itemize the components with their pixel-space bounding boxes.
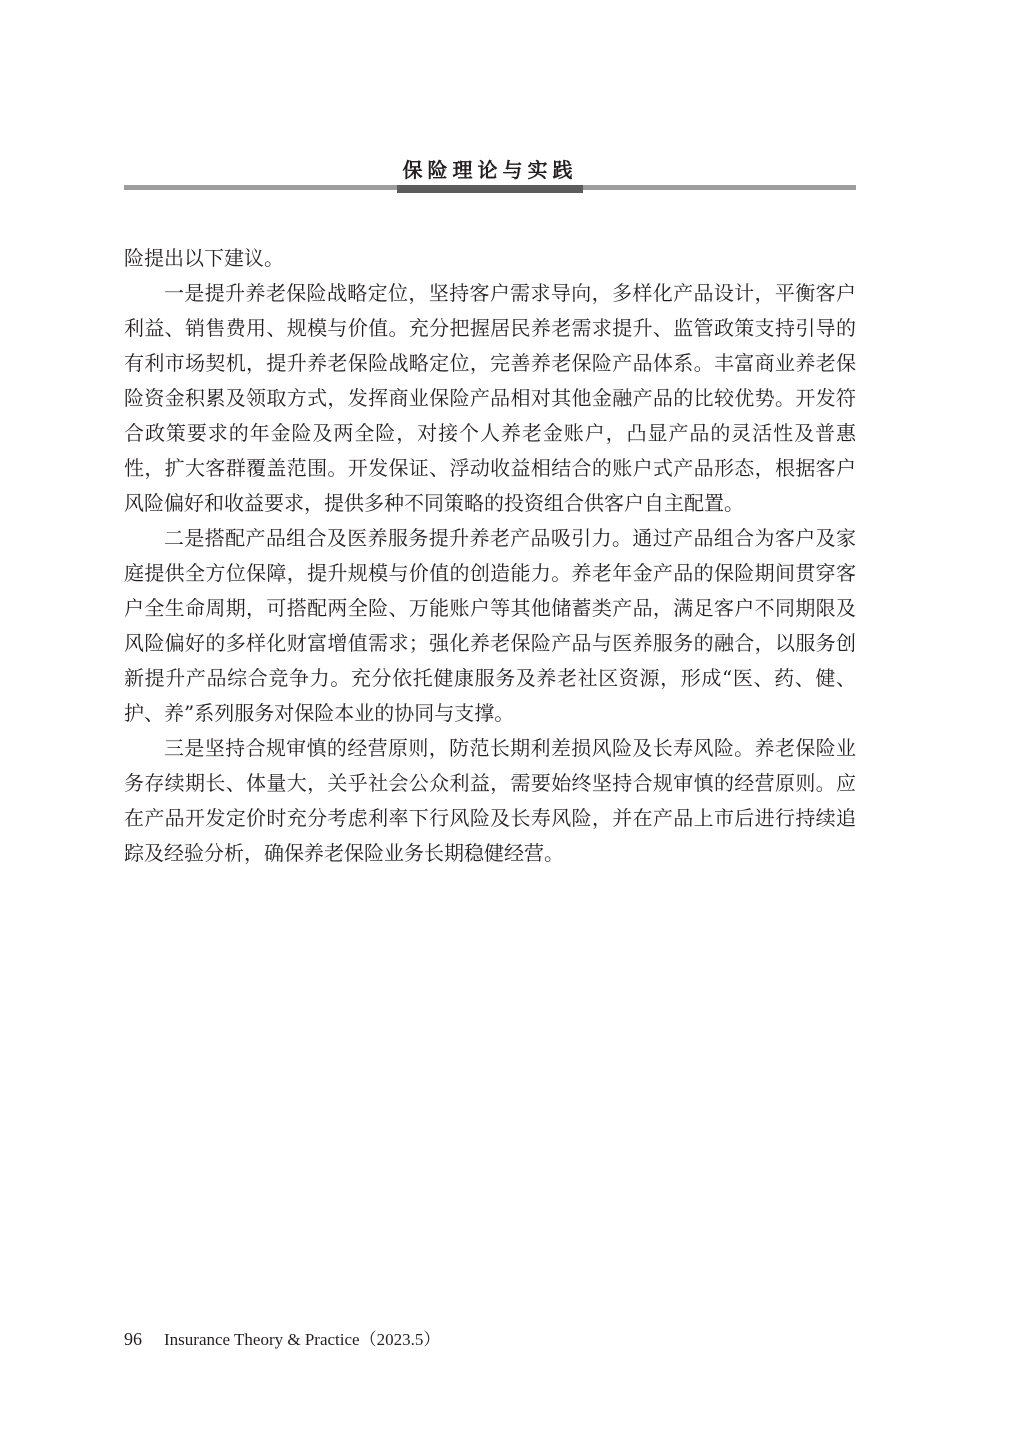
paragraph: 三是坚持合规审慎的经营原则，防范长期利差损风险及长寿风险。养老保险业务存续期长、体量大，关乎社会公众利益，需要始终坚持合规审慎的经营原则。应在产品开发定价时充分考虑利率下行风险及长寿风险，并在产品上市后进行持续追踪及经验分析，确保养老保险业务长期稳健经营。 — [124, 736, 856, 865]
running-header-title: 保险理论与实践 — [402, 158, 578, 182]
paragraph: 险提出以下建议。 — [124, 246, 284, 270]
paragraph: 二是搭配产品组合及医养服务提升养老产品吸引力。通过产品组合为客户及家庭提供全方位保障，提升规模与价值的创造能力。养老年金产品的保险期间贯穿客户全生命周期，可搭配两全险、万能账户等其他储蓄类产品，满足客户不同期限及风险偏好的多样化财富增值需求；强化养老保险产品与医养服务的融合，以服务创新提升产品综合竞争力。充分依托健康服务及养老社区资源，形成“医、药、健、护、养”系列服务对保险本业的协同与支撑。 — [124, 526, 856, 725]
page-footer — [124, 1325, 440, 1350]
header-rule-accent — [397, 185, 583, 193]
paragraph: 一是提升养老保险战略定位，坚持客户需求导向，多样化产品设计，平衡客户利益、销售费用、规模与价值。充分把握居民养老需求提升、监管政策支持引导的有利市场契机，提升养老保险战略定位，完善养老保险产品体系。丰富商业养老保险资金积累及领取方式，发挥商业保险产品相对其他金融产品的比较优势。开发符合政策要求的年金险及两全险，对接个人养老金账户，凸显产品的灵活性及普惠性，扩大客群覆盖范围。开发保证、浮动收益相结合的账户式产品形态，根据客户风险偏好和收益要求，提供多种不同策略的投资组合供客户自主配置。 — [124, 281, 856, 515]
page-number: 96 — [124, 1329, 142, 1349]
journal-name: Insurance Theory & Practice（2023.5） — [164, 1330, 441, 1349]
article-body — [124, 241, 856, 871]
